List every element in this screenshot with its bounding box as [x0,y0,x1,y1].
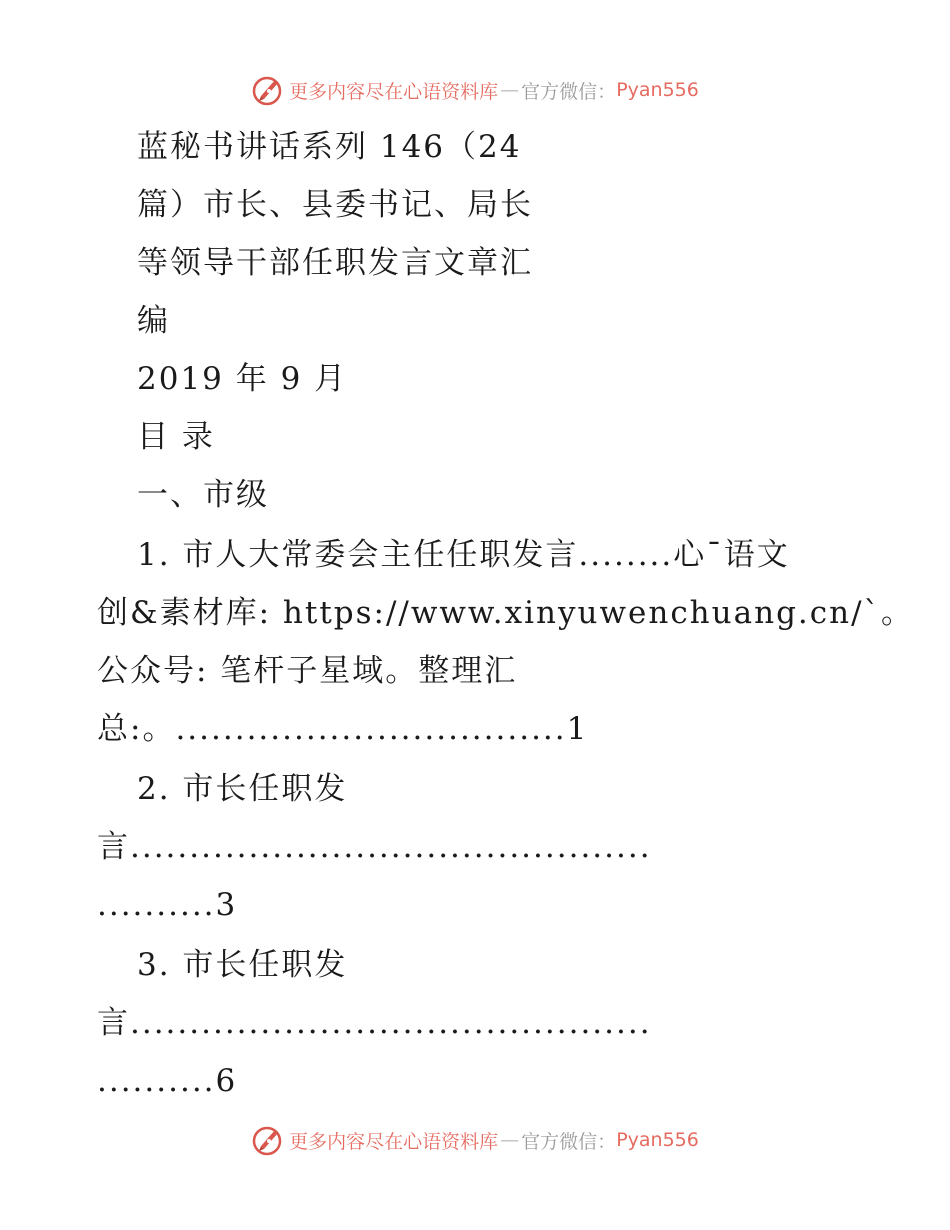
toc-entry-1-line-2: 创&素材库: https://www.xinyuwenchuang.cn/`。 [97,595,915,631]
banner-prefix: 更多内容尽在心语资料库 [289,80,499,103]
toc-entry-2: 2. 市长任职发 [137,771,348,807]
toc-entry-3: 3. 市长任职发 [137,947,348,983]
toc-entry-1-line-4: 总:。.................................1 [97,711,589,747]
banner-dash: — [500,79,520,101]
doc-title-line-3: 等领导干部任职发言文章汇 [137,245,533,281]
toc-heading: 目 录 [137,419,215,455]
banner-account: Pyan556 [616,1129,699,1151]
toc-entry-2-line-2: 言............................................ [97,829,652,865]
doc-date: 2019 年 9 月 [137,361,348,397]
doc-title-line-2: 篇）市长、县委书记、局长 [137,187,533,223]
banner-dash: — [500,1129,520,1151]
banner-wechat-label: 官方微信： [521,80,617,103]
footer-banner [0,1120,950,1160]
quill-logo-icon [251,1123,285,1157]
banner-prefix: 更多内容尽在心语资料库 [289,1130,499,1153]
quill-logo-icon [251,73,285,107]
banner-account: Pyan556 [616,79,699,101]
toc-entry-1: 1. 市人大常委会主任任职发言........心¯语文 [137,537,790,573]
toc-section-city: 一、市级 [137,477,269,513]
toc-entry-3-line-2: 言............................................ [97,1005,652,1041]
toc-entry-3-line-3: ..........6 [97,1063,238,1099]
banner-wechat-label: 官方微信： [521,1130,617,1153]
toc-entry-2-line-3: ..........3 [97,887,238,923]
header-banner [0,70,950,110]
toc-entry-1-line-3: 公众号: 笔杆子星域。整理汇 [97,653,518,689]
doc-title-line-4: 编 [137,303,170,339]
doc-title-line-1: 蓝秘书讲话系列 146（24 [137,129,522,165]
